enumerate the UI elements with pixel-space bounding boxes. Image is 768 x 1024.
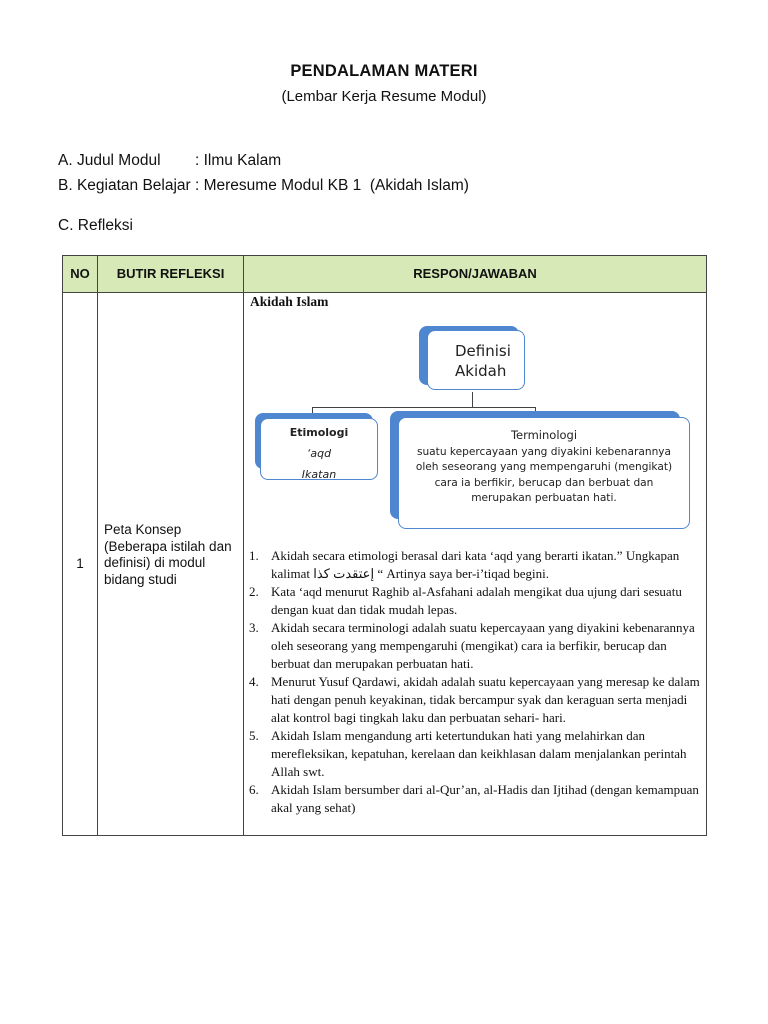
kegiatan-belajar: B. Kegiatan Belajar : Meresume Modul KB 1 (Akidah Islam) [58, 177, 469, 194]
judul-modul: A. Judul Modul : Ilmu Kalam [58, 152, 282, 169]
item-number: 4. [249, 674, 259, 689]
header-respon-jawaban: RESPON/JAWABAN [413, 266, 537, 281]
definisi-line: Definisi [455, 342, 511, 360]
connector-line [312, 407, 536, 408]
item-text: Menurut Yusuf Qardawi, akidah adalah suatu kepercayaan yang meresap ke dalam hati dengan penuh keyakinan, tidak bercampur syak dan keraguan serta menjadi alat kontrol bagi tingkah laku dan perbuatan sehari- hari. [271, 674, 700, 725]
terminologi-head: Terminologi [510, 428, 578, 442]
connector-line [472, 392, 473, 407]
section-title: Akidah Islam [250, 294, 329, 309]
page-subtitle: (Lembar Kerja Resume Modul) [281, 88, 487, 105]
item-number: 6. [249, 782, 259, 797]
row-number: 1 [76, 556, 84, 571]
points-list [249, 547, 701, 817]
page-title: PENDALAMAN MATERI [290, 62, 478, 80]
terminologi-box [398, 417, 690, 529]
terminologi-line: oleh seseorang yang mempengaruhi (mengikat) [415, 461, 673, 474]
list-item [249, 781, 701, 817]
item-text: Akidah Islam bersumber dari al-Qur’an, al-Hadis dan Ijtihad (dengan kemampuan akal yang sehat) [271, 782, 699, 815]
item-number: 2. [249, 584, 259, 599]
etimologi-line: ‘aqd [306, 447, 332, 460]
list-item [249, 673, 701, 727]
item-number: 1. [249, 548, 259, 563]
item-number: 3. [249, 620, 259, 635]
column-divider [97, 256, 98, 835]
definisi-line: Akidah [455, 362, 507, 380]
list-item [249, 547, 701, 583]
item-text: Akidah Islam mengandung arti ketertundukan hati yang melahirkan dan merefleksikan, kepatuhan, kerelaan dan keikhlasan dalam menjalankan perintah Allah swt. [271, 728, 687, 779]
item-text: Kata ‘aqd menurut Raghib al-Asfahani adalah mengikat dua ujung dari sesuatu dengan kuat dan tidak mudah lepas. [271, 584, 682, 617]
etimologi-head: Etimologi [289, 426, 349, 439]
item-number: 5. [249, 728, 259, 743]
terminologi-line: merupakan perbuatan hati. [471, 491, 617, 504]
etimologi-box [260, 418, 378, 480]
list-item [249, 583, 701, 619]
terminologi-line: cara ia berfikir, berucap dan berbuat dan [434, 476, 654, 489]
list-item [249, 727, 701, 781]
terminologi-line: suatu kepercayaan yang diyakini kebenarannya [416, 446, 672, 459]
item-text: Akidah secara terminologi adalah suatu kepercayaan yang diyakini kebenarannya oleh seseorang yang mempengaruhi (mengikat) cara ia berfikir, berucap dan berbuat dan merupakan perbuatan hati. [271, 620, 695, 671]
header-butir-refleksi: BUTIR REFLEKSI [116, 266, 225, 281]
definisi-akidah-box [427, 330, 525, 390]
item-text: Akidah secara etimologi berasal dari kata ‘aqd yang berarti ikatan.” Ungkapan kalimat إعتقدت كذا “ Artinya saya ber-i’tiqad begini. [271, 548, 680, 581]
header-no: NO [70, 266, 90, 281]
refleksi-heading: C. Refleksi [58, 217, 133, 234]
list-item [249, 619, 701, 673]
butir-refleksi-text: Peta Konsep (Beberapa istilah dan definisi) di modul bidang studi [104, 522, 232, 587]
etimologi-line: Ikatan [301, 468, 337, 481]
